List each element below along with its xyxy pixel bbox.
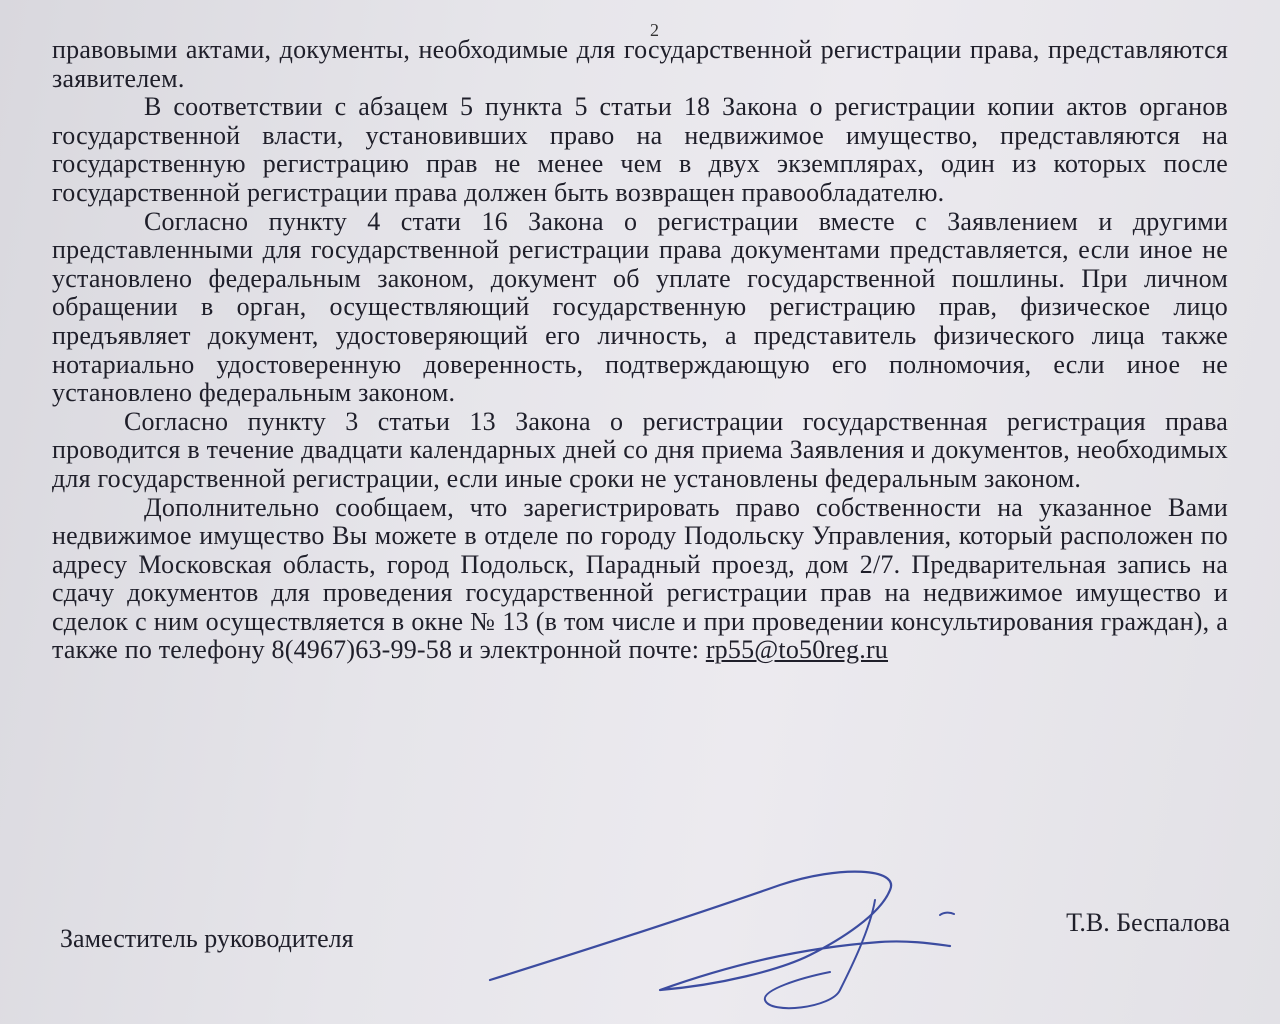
paragraph-5: [52, 494, 1228, 666]
paragraph-3: Согласно пункту 4 стати 16 Закона о регистрации вместе с Заявлением и другими представленными для государственной регистрации права документами представляется, если иное не установлено федеральным законом, документ об уплате государственной пошлины. При личном обращении в орган, осуществляющий государственную регистрацию прав, физическое лицо предъявляет документ, удостоверяющий его личность, а представитель физического лица также нотариально удостоверенную доверенность, подтверждающую его полномочия, если иное не установлено федеральным законом.: [52, 206, 1228, 408]
page-number: 2: [650, 20, 659, 40]
signer-name: Т.В. Беспалова: [1066, 908, 1230, 937]
paragraph-5-text: Дополнительно сообщаем, что зарегистрировать право собственности на указанное Вами недвижимое имущество Вы можете в отделе по городу Подольску Управления, который расположен по адресу Московская область, город Подольск, Парадный проезд, дом 2/7. Предварительная запись на сдачу документов для проведения государственной регистрации прав на недвижимое имущество и сделок с ним осуществляется в окне № 13 (в том числе и при проведении консультирования граждан), а также по телефону 8(4967)63-99-58 и электронной почте:: [52, 492, 1228, 665]
paragraph-1: правовыми актами, документы, необходимые для государственной регистрации права, представляются заявителем.: [52, 35, 1228, 93]
paragraph-2: В соответствии с абзацем 5 пункта 5 статьи 18 Закона о регистрации копии актов органов государственной власти, установивших право на недвижимое имущество, представляются на государственную регистрацию прав не менее чем в двух экземплярах, один из которых после государственной регистрации права должен быть возвращен правообладателю.: [52, 92, 1228, 207]
signature-block: [60, 908, 1230, 1018]
email-link[interactable]: rp55@to50reg.ru: [705, 635, 889, 665]
letter-body: [52, 36, 1228, 665]
signer-position: Заместитель руководителя: [60, 924, 354, 953]
paragraph-4: Согласно пункту 3 статьи 13 Закона о регистрации государственная регистрация права проводится в течение двадцати календарных дней со дня приема Заявления и документов, необходимых для государственной регистрации, если иные сроки не установлены федеральным законом.: [52, 406, 1228, 493]
